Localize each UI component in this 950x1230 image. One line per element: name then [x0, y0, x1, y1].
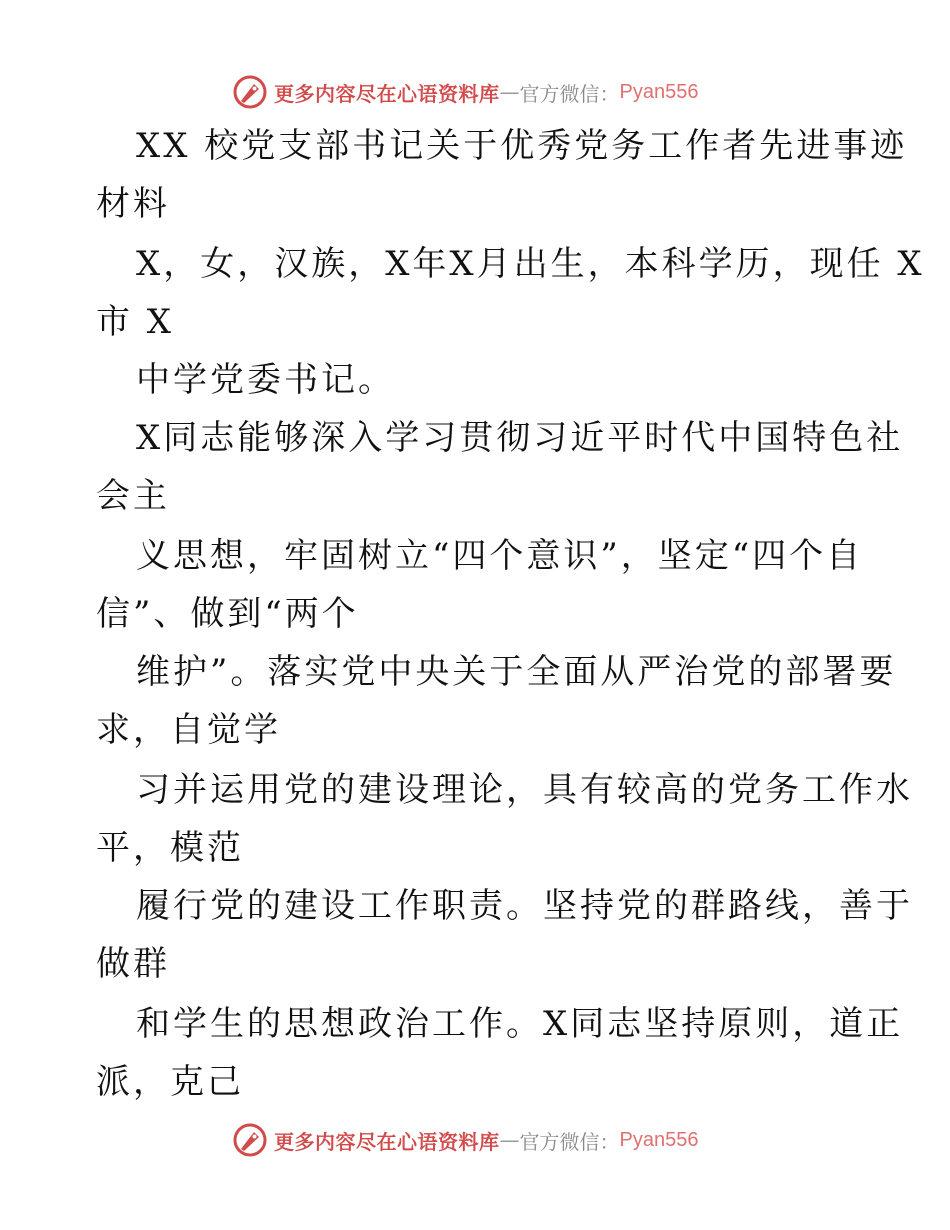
text-line: 中学党委书记。	[136, 360, 395, 400]
text-line: 习并运用党的建设理论，具有较高的党务工作水	[136, 770, 913, 810]
text-line: 市 X	[96, 302, 175, 342]
text-line: 信”、做到“两个	[96, 594, 359, 634]
pen-nib-logo-icon	[232, 74, 268, 110]
text-line: 平，模范	[96, 828, 244, 868]
pen-nib-logo-icon	[232, 1122, 268, 1158]
text-line: X同志能够深入学习贯彻习近平时代中国特色社	[136, 418, 904, 458]
watermark-wechat-id: Pyan556	[619, 80, 699, 103]
footer-watermark	[232, 1120, 698, 1160]
watermark-wechat-id: Pyan556	[619, 1128, 699, 1151]
text-line: 做群	[96, 944, 170, 984]
watermark-separator: —	[499, 1128, 520, 1152]
text-line: 维护”。落实党中央关于全面从严治党的部署要	[136, 652, 897, 692]
text-line: X，女，汉族，X年X月出生，本科学历，现任 X	[136, 244, 925, 284]
header-watermark	[232, 72, 698, 112]
text-line: 义思想，牢固树立“四个意识”，坚定“四个自	[136, 536, 864, 576]
text-line: XX 校党支部书记关于优秀党务工作者先进事迹	[136, 126, 908, 166]
watermark-sub-text: 官方微信：	[519, 81, 620, 106]
text-line: 派，克己	[96, 1062, 244, 1102]
watermark-main-text: 更多内容尽在心语资料库	[274, 1129, 500, 1154]
watermark-sub-text: 官方微信：	[519, 1129, 620, 1154]
text-line: 和学生的思想政治工作。X同志坚持原则，道正	[136, 1004, 904, 1044]
watermark-separator: —	[499, 80, 520, 104]
text-line: 求，自觉学	[96, 710, 281, 750]
text-line: 材料	[96, 184, 170, 224]
text-line: 会主	[96, 476, 170, 516]
text-line: 履行党的建设工作职责。坚持党的群路线，善于	[136, 886, 913, 926]
watermark-main-text: 更多内容尽在心语资料库	[274, 81, 500, 106]
